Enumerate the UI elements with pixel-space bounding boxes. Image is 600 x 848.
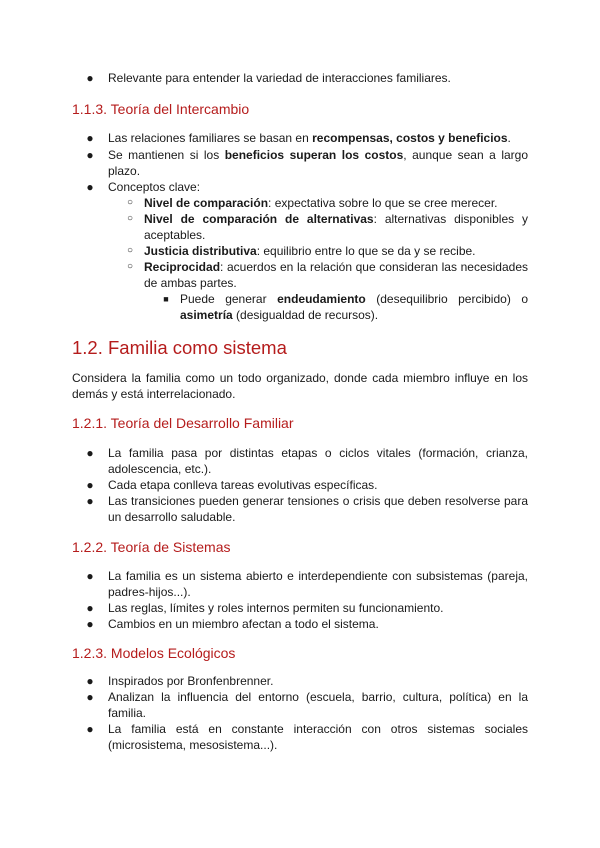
paragraph: Considera la familia como un todo organizado, donde cada miembro influye en los demás y está interrelacionado. xyxy=(72,371,528,401)
sub-sub-list-item: Puede generar endeudamiento (desequilibrio percibido) o asimetría (desigualdad de recursos). xyxy=(180,292,528,322)
circle-bullet-icon: ○ xyxy=(126,197,134,208)
bullet-icon: ● xyxy=(86,131,94,145)
list-item: Las reglas, límites y roles internos permiten su funcionamiento. xyxy=(108,601,444,615)
square-bullet-icon: ■ xyxy=(163,294,169,304)
bullet-icon: ● xyxy=(86,601,94,615)
list-item: Cada etapa conlleva tareas evolutivas específicas. xyxy=(108,478,378,492)
section-heading-1-1-3: 1.1.3. Teoría del Intercambio xyxy=(72,101,250,117)
bullet-icon: ● xyxy=(86,148,94,162)
bullet-icon: ● xyxy=(86,674,94,688)
list-item: Cambios en un miembro afectan a todo el sistema. xyxy=(108,617,379,631)
sub-list-item: Nivel de comparación: expectativa sobre lo que se cree merecer. xyxy=(144,196,498,210)
bullet-icon: ● xyxy=(86,446,94,460)
list-item: Las relaciones familiares se basan en recompensas, costos y beneficios. xyxy=(108,131,511,145)
section-heading-1-2-3: 1.2.3. Modelos Ecológicos xyxy=(72,645,236,661)
bullet-icon: ● xyxy=(86,569,94,583)
list-item: Conceptos clave: xyxy=(108,180,201,194)
sub-list-item: Justicia distributiva: equilibrio entre lo que se da y se recibe. xyxy=(144,244,476,258)
bullet-icon: ● xyxy=(86,180,94,194)
list-item: Se mantienen si los beneficios superan los costos, aunque sean a largo plazo. xyxy=(108,148,529,178)
circle-bullet-icon: ○ xyxy=(126,245,134,256)
bullet-icon: ● xyxy=(86,478,94,492)
bullet-icon: ● xyxy=(86,71,94,85)
circle-bullet-icon: ○ xyxy=(126,261,134,272)
list-item: Analizan la influencia del entorno (escuela, barrio, cultura, política) en la familia. xyxy=(108,690,528,720)
list-item: La familia es un sistema abierto e interdependiente con subsistemas (pareja, padres-hijos...). xyxy=(108,569,528,599)
section-heading-1-2: 1.2. Familia como sistema xyxy=(72,337,287,358)
list-item: La familia pasa por distintas etapas o ciclos vitales (formación, crianza, adolescencia, etc.). xyxy=(108,446,528,476)
section-heading-1-2-2: 1.2.2. Teoría de Sistemas xyxy=(72,539,231,555)
bullet-icon: ● xyxy=(86,617,94,631)
list-item: La familia está en constante interacción con otros sistemas sociales (microsistema, mesosistema...). xyxy=(108,722,528,752)
bullet-icon: ● xyxy=(86,690,94,704)
sub-list-item: Nivel de comparación de alternativas: alternativas disponibles y aceptables. xyxy=(144,212,528,242)
section-heading-1-2-1: 1.2.1. Teoría del Desarrollo Familiar xyxy=(72,415,294,431)
list-item: Las transiciones pueden generar tensiones o crisis que deben resolverse para un desarrollo saludable. xyxy=(108,494,528,524)
bullet-icon: ● xyxy=(86,494,94,508)
list-item: Inspirados por Bronfenbrenner. xyxy=(108,674,274,688)
sub-list-item: Reciprocidad: acuerdos en la relación que consideran las necesidades de ambas partes. xyxy=(144,260,528,290)
list-item: Relevante para entender la variedad de interacciones familiares. xyxy=(108,71,451,85)
bullet-icon: ● xyxy=(86,722,94,736)
circle-bullet-icon: ○ xyxy=(126,213,134,224)
